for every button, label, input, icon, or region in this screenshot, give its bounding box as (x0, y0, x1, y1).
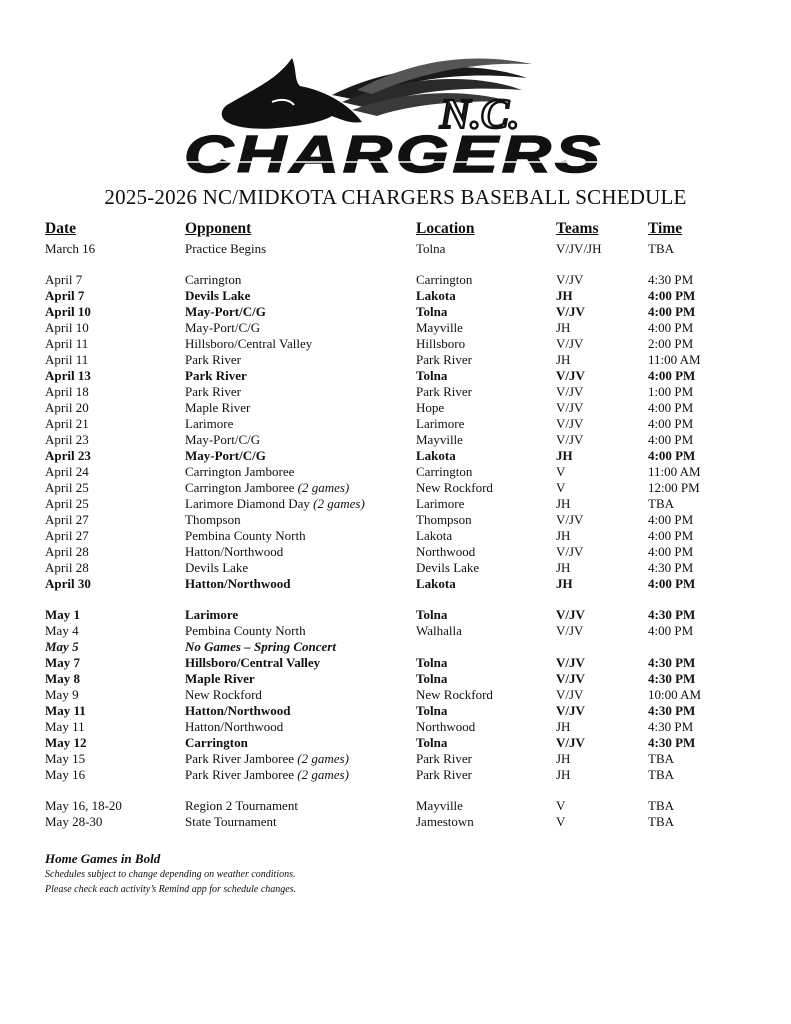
cell-time: 4:30 PM (648, 735, 696, 750)
cell-opponent: Hatton/Northwood (185, 703, 291, 718)
table-row (0, 639, 791, 655)
cell-location: Jamestown (416, 814, 474, 829)
table-row (0, 241, 791, 257)
opponent-name: Carrington Jamboree (185, 480, 295, 495)
cell-time: 4:00 PM (648, 320, 694, 335)
cell-location: Lakota (416, 576, 456, 591)
legend-home-games: Home Games in Bold (45, 851, 161, 866)
cell-date: March 16 (45, 241, 96, 256)
cell-time: 1:00 PM (648, 384, 694, 399)
cell-location: New Rockford (416, 687, 493, 702)
cell-teams: V/JV (556, 544, 584, 559)
table-row (0, 288, 791, 304)
cell-opponent: May-Port/C/G (185, 432, 261, 447)
cell-location: Carrington (416, 464, 473, 479)
table-row (0, 560, 791, 576)
cell-opponent: Park River (185, 352, 241, 367)
cell-location: Northwood (416, 719, 476, 734)
table-row (0, 767, 791, 783)
table-row (0, 336, 791, 352)
cell-date: April 25 (45, 496, 89, 511)
cell-opponent (185, 480, 349, 496)
cell-location: Thompson (416, 512, 472, 527)
table-row (0, 528, 791, 544)
cell-location: Tolna (416, 607, 448, 622)
cell-date: May 1 (45, 607, 81, 622)
schedule-table (0, 241, 791, 830)
header-location: Location (416, 220, 475, 237)
cell-date: April 13 (45, 368, 91, 383)
cell-location: Mayville (416, 432, 463, 447)
table-row (0, 719, 791, 735)
cell-time: TBA (648, 496, 674, 511)
cell-date: April 28 (45, 560, 89, 575)
cell-opponent: Devils Lake (185, 560, 249, 575)
table-row (0, 798, 791, 814)
cell-location: Tolna (416, 368, 448, 383)
cell-date: April 7 (45, 288, 85, 303)
cell-time: TBA (648, 798, 674, 813)
cell-opponent: Thompson (185, 512, 241, 527)
table-row (0, 671, 791, 687)
cell-time: 4:30 PM (648, 671, 696, 686)
cell-time: 4:00 PM (648, 304, 696, 319)
logo-mark-text: N.C. (440, 92, 520, 138)
cell-location: Tolna (416, 304, 448, 319)
cell-date: April 20 (45, 400, 89, 415)
cell-opponent: May-Port/C/G (185, 304, 266, 319)
cell-location: Devils Lake (416, 560, 480, 575)
cell-teams: V (556, 798, 566, 813)
table-row (0, 703, 791, 719)
cell-time: 4:30 PM (648, 655, 696, 670)
table-row (0, 623, 791, 639)
cell-location: Hope (416, 400, 445, 415)
cell-date: May 7 (45, 655, 81, 670)
cell-time: 4:00 PM (648, 544, 694, 559)
cell-teams: V (556, 814, 566, 829)
cell-location: Tolna (416, 735, 448, 750)
cell-date: April 23 (45, 432, 89, 447)
cell-opponent: Region 2 Tournament (185, 798, 298, 813)
cell-opponent: Hatton/Northwood (185, 719, 284, 734)
cell-date: May 8 (45, 671, 81, 686)
table-row (0, 687, 791, 703)
cell-date: April 7 (45, 272, 83, 287)
table-row (0, 448, 791, 464)
cell-time: 4:30 PM (648, 703, 696, 718)
cell-location: Mayville (416, 798, 463, 813)
cell-time: 4:00 PM (648, 512, 694, 527)
cell-opponent: State Tournament (185, 814, 277, 829)
horse-head-icon (182, 50, 612, 180)
cell-location: Lakota (416, 448, 456, 463)
cell-time: 4:00 PM (648, 400, 694, 415)
table-row (0, 607, 791, 623)
cell-opponent: Hatton/Northwood (185, 544, 284, 559)
cell-location: Tolna (416, 655, 448, 670)
table-row (0, 368, 791, 384)
cell-teams: V/JV (556, 703, 585, 718)
table-row (0, 304, 791, 320)
cell-opponent: Hillsboro/Central Valley (185, 336, 313, 351)
table-row (0, 512, 791, 528)
cell-date: April 30 (45, 576, 91, 591)
cell-date: April 21 (45, 416, 89, 431)
cell-date: May 28-30 (45, 814, 103, 829)
cell-teams: V (556, 480, 566, 495)
cell-time: 4:00 PM (648, 448, 696, 463)
table-row (0, 384, 791, 400)
cell-time: 4:00 PM (648, 368, 696, 383)
opponent-name: Park River Jamboree (185, 751, 295, 766)
cell-opponent: Larimore (185, 607, 239, 622)
header-opponent: Opponent (185, 220, 252, 237)
cell-teams: V/JV (556, 416, 584, 431)
cell-teams: JH (556, 352, 571, 367)
cell-location: Larimore (416, 496, 465, 511)
cell-location: New Rockford (416, 480, 493, 495)
cell-teams: V/JV (556, 272, 584, 287)
cell-opponent: No Games – Spring Concert (185, 639, 336, 654)
cell-date: April 10 (45, 304, 91, 319)
cell-date: May 12 (45, 735, 87, 750)
table-row (0, 544, 791, 560)
cell-opponent: Pembina County North (185, 623, 306, 638)
table-row (0, 735, 791, 751)
cell-time: 12:00 PM (648, 480, 700, 495)
cell-opponent: Carrington (185, 735, 248, 750)
logo-word-text: CHARGERS (184, 126, 604, 180)
cell-location: Carrington (416, 272, 473, 287)
cell-opponent: Park River (185, 368, 247, 383)
cell-opponent (185, 496, 365, 512)
cell-time: 2:00 PM (648, 336, 694, 351)
cell-teams: V/JV (556, 336, 584, 351)
cell-teams: JH (556, 496, 571, 511)
cell-teams: V/JV (556, 607, 585, 622)
page-title: 2025-2026 NC/MIDKOTA CHARGERS BASEBALL SCHEDULE (104, 185, 687, 209)
cell-location: Lakota (416, 288, 456, 303)
cell-location: Park River (416, 751, 472, 766)
cell-time: 4:00 PM (648, 623, 694, 638)
chargers-logo (182, 50, 612, 180)
cell-teams: JH (556, 719, 571, 734)
cell-date: April 11 (45, 336, 89, 351)
cell-teams: V (556, 464, 566, 479)
table-row (0, 464, 791, 480)
cell-date: April 27 (45, 512, 89, 527)
cell-date: April 24 (45, 464, 89, 479)
cell-time: TBA (648, 241, 674, 256)
cell-location: Tolna (416, 703, 448, 718)
cell-time: 11:00 AM (648, 352, 701, 367)
cell-opponent: Practice Begins (185, 241, 267, 256)
cell-date: May 9 (45, 687, 79, 702)
cell-time: 4:30 PM (648, 272, 694, 287)
cell-opponent: May-Port/C/G (185, 320, 261, 335)
footer-note-remind: Please check each activity’s Remind app for schedule changes. (45, 884, 297, 895)
cell-location: Tolna (416, 241, 446, 256)
cell-location: Park River (416, 767, 472, 782)
footer-note-weather: Schedules subject to change depending on weather conditions. (45, 869, 296, 880)
cell-time: 4:00 PM (648, 576, 696, 591)
table-row (0, 576, 791, 592)
cell-teams: V/JV (556, 304, 585, 319)
cell-opponent: Carrington (185, 272, 242, 287)
table-row (0, 416, 791, 432)
cell-opponent: Pembina County North (185, 528, 306, 543)
cell-teams: JH (556, 448, 573, 463)
header-teams: Teams (556, 220, 599, 237)
cell-opponent: Hatton/Northwood (185, 576, 291, 591)
cell-opponent: Park River (185, 384, 241, 399)
cell-teams: V/JV (556, 671, 585, 686)
cell-teams: V/JV (556, 735, 585, 750)
cell-opponent (185, 751, 349, 767)
cell-date: April 18 (45, 384, 89, 399)
cell-location: Larimore (416, 416, 465, 431)
cell-date: May 5 (45, 639, 79, 654)
cell-teams: V/JV (556, 623, 584, 638)
cell-time: 4:30 PM (648, 560, 694, 575)
cell-date: April 28 (45, 544, 89, 559)
table-row (0, 432, 791, 448)
cell-teams: JH (556, 767, 571, 782)
table-row (0, 655, 791, 671)
cell-location: Northwood (416, 544, 476, 559)
table-row (0, 352, 791, 368)
cell-date: May 16 (45, 767, 86, 782)
cell-time: TBA (648, 751, 674, 766)
cell-time: 4:30 PM (648, 607, 696, 622)
cell-opponent: May-Port/C/G (185, 448, 266, 463)
table-row (0, 400, 791, 416)
cell-date: May 16, 18-20 (45, 798, 122, 813)
cell-date: April 10 (45, 320, 89, 335)
cell-time: 4:00 PM (648, 288, 696, 303)
cell-teams: JH (556, 528, 571, 543)
cell-time: 11:00 AM (648, 464, 701, 479)
cell-location: Hillsboro (416, 336, 466, 351)
opponent-name: Park River Jamboree (185, 767, 295, 782)
cell-date: May 15 (45, 751, 86, 766)
table-row (0, 320, 791, 336)
opponent-name: Larimore Diamond Day (185, 496, 310, 511)
table-row (0, 496, 791, 512)
cell-date: April 27 (45, 528, 89, 543)
table-row (0, 814, 791, 830)
games-count: (2 games) (297, 751, 349, 766)
cell-location: Tolna (416, 671, 448, 686)
cell-teams: V/JV (556, 655, 585, 670)
table-row (0, 480, 791, 496)
cell-teams: V/JV (556, 400, 584, 415)
cell-location: Mayville (416, 320, 463, 335)
cell-location: Walhalla (416, 623, 462, 638)
header-date: Date (45, 220, 76, 237)
cell-time: 4:00 PM (648, 528, 694, 543)
header-time: Time (648, 220, 683, 237)
cell-teams: V/JV (556, 687, 584, 702)
cell-date: April 25 (45, 480, 89, 495)
cell-opponent: Carrington Jamboree (185, 464, 295, 479)
cell-teams: V/JV (556, 432, 584, 447)
cell-teams: JH (556, 576, 573, 591)
cell-teams: JH (556, 288, 573, 303)
cell-opponent: New Rockford (185, 687, 262, 702)
cell-time: 10:00 AM (648, 687, 702, 702)
cell-location: Lakota (416, 528, 453, 543)
cell-date: April 11 (45, 352, 89, 367)
cell-date: May 4 (45, 623, 79, 638)
cell-date: May 11 (45, 703, 86, 718)
cell-date: April 23 (45, 448, 91, 463)
cell-teams: V/JV (556, 384, 584, 399)
cell-teams: V/JV/JH (556, 241, 602, 256)
cell-time: TBA (648, 767, 674, 782)
cell-date: May 11 (45, 719, 85, 734)
cell-time: 4:00 PM (648, 432, 694, 447)
cell-teams: V/JV (556, 512, 584, 527)
games-count: (2 games) (297, 767, 349, 782)
cell-opponent (185, 767, 349, 783)
cell-opponent: Maple River (185, 671, 255, 686)
cell-opponent: Maple River (185, 400, 251, 415)
games-count: (2 games) (313, 496, 365, 511)
cell-time: 4:30 PM (648, 719, 694, 734)
table-row (0, 272, 791, 288)
cell-teams: V/JV (556, 368, 585, 383)
table-row (0, 751, 791, 767)
cell-teams: JH (556, 320, 571, 335)
cell-location: Park River (416, 384, 472, 399)
cell-location: Park River (416, 352, 472, 367)
cell-teams: JH (556, 751, 571, 766)
cell-opponent: Hillsboro/Central Valley (185, 655, 321, 670)
cell-teams: JH (556, 560, 571, 575)
games-count: (2 games) (297, 480, 350, 495)
cell-opponent: Devils Lake (185, 288, 251, 303)
cell-opponent: Larimore (185, 416, 234, 431)
cell-time: TBA (648, 814, 674, 829)
cell-time: 4:00 PM (648, 416, 694, 431)
